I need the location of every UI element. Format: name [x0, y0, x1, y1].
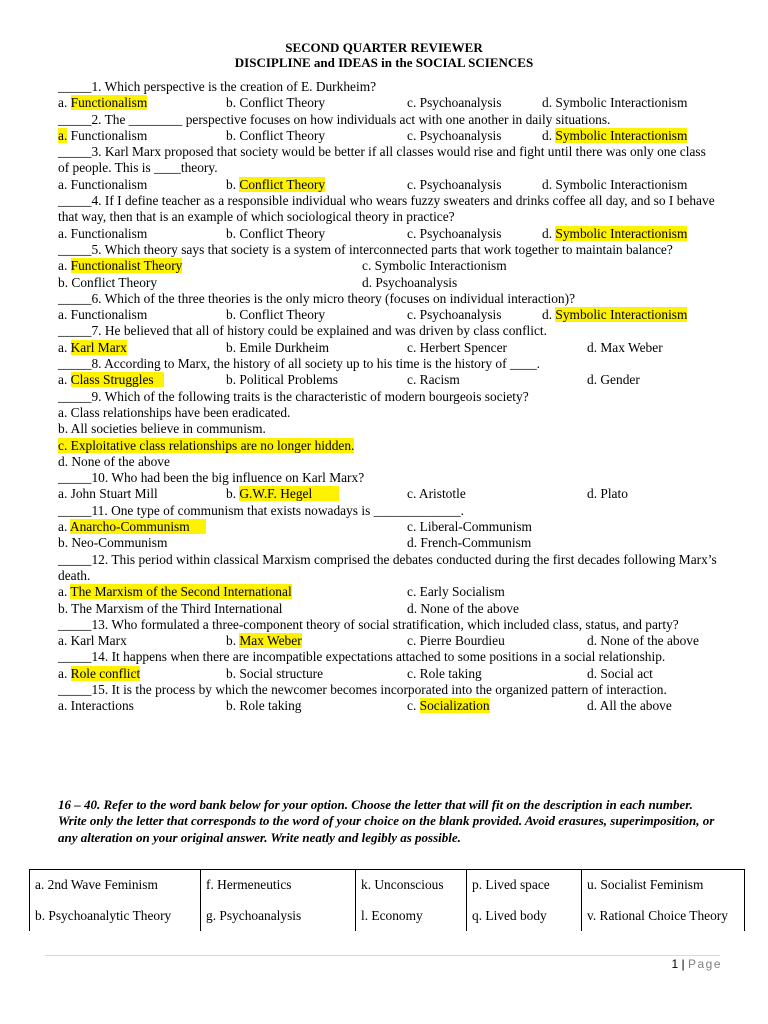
option-14c: c. Role taking [407, 665, 482, 681]
question-13: _____13. Who formulated a three-component theory of social stratification, which included class, status, and party? [58, 616, 679, 632]
word-bank-instructions: 16 – 40. Refer to the word bank below for your option. Choose the letter that will fit on the description in each number. Write only the letter that corresponds to the word of your choice on the blank provided. Avoid erasures, superimposition, or any alteration on your original answer. Write neatly and legibly as possible. [58, 797, 715, 845]
question-7: _____7. He believed that all of history could be explained and was driven by class conflict. [58, 323, 547, 339]
option-6a: a. Functionalism [58, 307, 148, 323]
option-3c: c. Psychoanalysis [407, 176, 502, 192]
answer-highlight: Symbolic Interactionism [555, 307, 688, 323]
option-6d: d. Symbolic Interactionism [542, 307, 688, 323]
word-bank-table [29, 869, 745, 931]
option-10c: c. Aristotle [407, 486, 466, 502]
option-14a: a. Role conflict [58, 665, 141, 681]
option-4d: d. Symbolic Interactionism [542, 225, 688, 241]
word-bank-cell: u. Socialist Feminism [582, 870, 745, 900]
options-8 [58, 372, 720, 388]
answer-highlight: Karl Marx [70, 339, 127, 355]
option-8d: d. Gender [587, 372, 640, 388]
options-1 [58, 95, 720, 111]
option-7a: a. Karl Marx [58, 339, 127, 355]
option-10d: d. Plato [587, 486, 628, 502]
option-13b: b. Max Weber [226, 633, 302, 649]
answer-highlight: G.W.F. Hegel [239, 486, 339, 502]
word-bank-row [30, 870, 745, 900]
option-8b: b. Political Problems [226, 372, 338, 388]
word-bank-cell: f. Hermeneutics [201, 870, 356, 900]
question-1: _____1. Which perspective is the creation of E. Durkheim? [58, 79, 377, 94]
options-11-row2 [58, 535, 720, 551]
option-12a: a. The Marxism of the Second International [58, 584, 292, 600]
word-bank-cell: b. Psychoanalytic Theory [35, 907, 172, 923]
question-12: _____12. This period within classical Marxism comprised the debates conducted during the first decades following Marx’s death. [58, 551, 717, 583]
options-15 [58, 698, 720, 714]
page-separator: | [681, 957, 685, 971]
option-11c: c. Liberal-Communism [407, 519, 532, 535]
options-12-row2 [58, 601, 720, 617]
option-5a: a. Functionalist Theory [58, 258, 183, 274]
option-9c: c. Exploitative class relationships are no longer hidden. [58, 437, 355, 453]
question-10: _____10. Who had been the big influence on Karl Marx? [58, 470, 365, 486]
word-bank-cell: l. Economy [356, 899, 467, 931]
option-1d: d. Symbolic Interactionism [542, 95, 688, 111]
option-7b: b. Emile Durkheim [226, 339, 330, 355]
option-5b: b. Conflict Theory [58, 274, 158, 290]
answer-highlight: Max Weber [239, 633, 302, 649]
options-7 [58, 340, 720, 356]
question-15: _____15. It is the process by which the newcomer becomes incorporated into the organized pattern of interaction. [58, 681, 667, 697]
option-1a: a. Functionalism [58, 95, 148, 111]
answer-highlight: The Marxism of the Second International [70, 584, 292, 600]
document-subtitle: DISCIPLINE and IDEAS in the SOCIAL SCIENCES [234, 55, 534, 70]
page-label: Page [687, 957, 722, 971]
question-6: _____6. Which of the three theories is the only micro theory (focuses on individual interaction)? [58, 290, 576, 306]
option-3a: a. Functionalism [58, 176, 148, 192]
answer-highlight: Socialization [419, 698, 490, 714]
options-11-row1 [58, 519, 720, 535]
option-5d: d. Psychoanalysis [362, 274, 458, 290]
option-5c: c. Symbolic Interactionism [362, 258, 507, 274]
option-14b: b. Social structure [226, 665, 324, 681]
answer-highlight: Functionalism [70, 95, 148, 111]
options-2 [58, 128, 720, 144]
option-11d: d. French-Communism [407, 535, 532, 551]
options-6 [58, 307, 720, 323]
option-2a: a. Functionalism [58, 127, 148, 143]
question-4: _____4. If I define teacher as a responsible individual who wears fuzzy sweaters and drinks coffee all day, and so I behave that way, then that is an example of which sociological theory in practice? [58, 193, 715, 225]
option-2b: b. Conflict Theory [226, 127, 326, 143]
option-4c: c. Psychoanalysis [407, 225, 502, 241]
option-15a: a. Interactions [58, 698, 134, 714]
option-6b: b. Conflict Theory [226, 307, 326, 323]
answer-highlight: Anarcho-Communism [69, 519, 207, 535]
option-6c: c. Psychoanalysis [407, 307, 502, 323]
options-5-row2 [58, 275, 720, 291]
option-13a: a. Karl Marx [58, 633, 127, 649]
answer-highlight: Class Struggles [70, 372, 164, 388]
options-3 [58, 177, 720, 193]
question-8: _____8. According to Marx, the history of all society up to his time is the history of ____. [58, 356, 541, 372]
footer-divider [45, 955, 720, 956]
question-3: _____3. Karl Marx proposed that society would be better if all classes would rise and fight until there was only one class of people. This is ____theory. [58, 144, 706, 176]
option-11a: a. Anarcho-Communism [58, 519, 207, 535]
question-list [58, 79, 720, 715]
page-footer [671, 957, 722, 971]
option-4a: a. Functionalism [58, 225, 148, 241]
option-9a: a. Class relationships have been eradicated. [58, 404, 291, 420]
question-2: _____2. The ________ perspective focuses on how individuals act with one another in daily situations. [58, 111, 611, 127]
question-14: _____14. It happens when there are incompatible expectations attached to some positions in a social relationship. [58, 649, 666, 665]
option-2c: c. Psychoanalysis [407, 127, 502, 143]
option-4b: b. Conflict Theory [226, 225, 326, 241]
option-8a: a. Class Struggles [58, 372, 164, 388]
option-3d: d. Symbolic Interactionism [542, 176, 688, 192]
options-4 [58, 226, 720, 242]
answer-highlight: Symbolic Interactionism [555, 225, 688, 241]
page-number: 1 [671, 957, 679, 971]
word-bank-row [30, 899, 745, 931]
option-12c: c. Early Socialism [407, 584, 505, 600]
option-9d: d. None of the above [58, 453, 170, 469]
option-10a: a. John Stuart Mill [58, 486, 158, 502]
option-3b: b. Conflict Theory [226, 176, 326, 192]
word-bank-cell: v. Rational Choice Theory [582, 899, 745, 931]
answer-highlight: Role conflict [70, 665, 141, 681]
option-7c: c. Herbert Spencer [407, 339, 508, 355]
question-9: _____9. Which of the following traits is the characteristic of modern bourgeois society? [58, 388, 529, 404]
option-11b: b. Neo-Communism [58, 535, 168, 551]
option-9b: b. All societies believe in communism. [58, 421, 266, 437]
options-10 [58, 486, 720, 502]
answer-highlight: Conflict Theory [239, 176, 326, 192]
answer-highlight: Symbolic Interactionism [555, 127, 688, 143]
word-bank-cell: a. 2nd Wave Feminism [35, 877, 158, 892]
question-11: _____11. One type of communism that exists nowadays is _____________. [58, 502, 465, 518]
options-12-row1 [58, 584, 720, 600]
option-7d: d. Max Weber [587, 339, 663, 355]
option-14d: d. Social act [587, 665, 653, 681]
option-1b: b. Conflict Theory [226, 95, 326, 111]
option-15c: c. Socialization [407, 698, 490, 714]
option-1c: c. Psychoanalysis [407, 95, 502, 111]
option-12b: b. The Marxism of the Third International [58, 600, 283, 616]
document-title: SECOND QUARTER REVIEWER [285, 40, 483, 55]
options-13 [58, 633, 720, 649]
option-10b: b. G.W.F. Hegel [226, 486, 339, 502]
answer-highlight: Functionalist Theory [70, 258, 183, 274]
word-bank-cell: g. Psychoanalysis [201, 899, 356, 931]
word-bank-cell: q. Lived body [467, 899, 582, 931]
options-14 [58, 666, 720, 682]
question-5: _____5. Which theory says that society is a system of interconnected parts that work together to maintain balance? [58, 241, 673, 257]
option-15b: b. Role taking [226, 698, 302, 714]
word-bank-cell: p. Lived space [467, 870, 582, 900]
option-13d: d. None of the above [587, 633, 699, 649]
option-15d: d. All the above [587, 698, 672, 714]
option-2d: d. Symbolic Interactionism [542, 127, 688, 143]
option-12d: d. None of the above [407, 600, 519, 616]
option-8c: c. Racism [407, 372, 460, 388]
answer-highlight: a. [58, 127, 68, 143]
word-bank-cell: k. Unconscious [356, 870, 467, 900]
options-5-row1 [58, 258, 720, 274]
option-13c: c. Pierre Bourdieu [407, 633, 505, 649]
